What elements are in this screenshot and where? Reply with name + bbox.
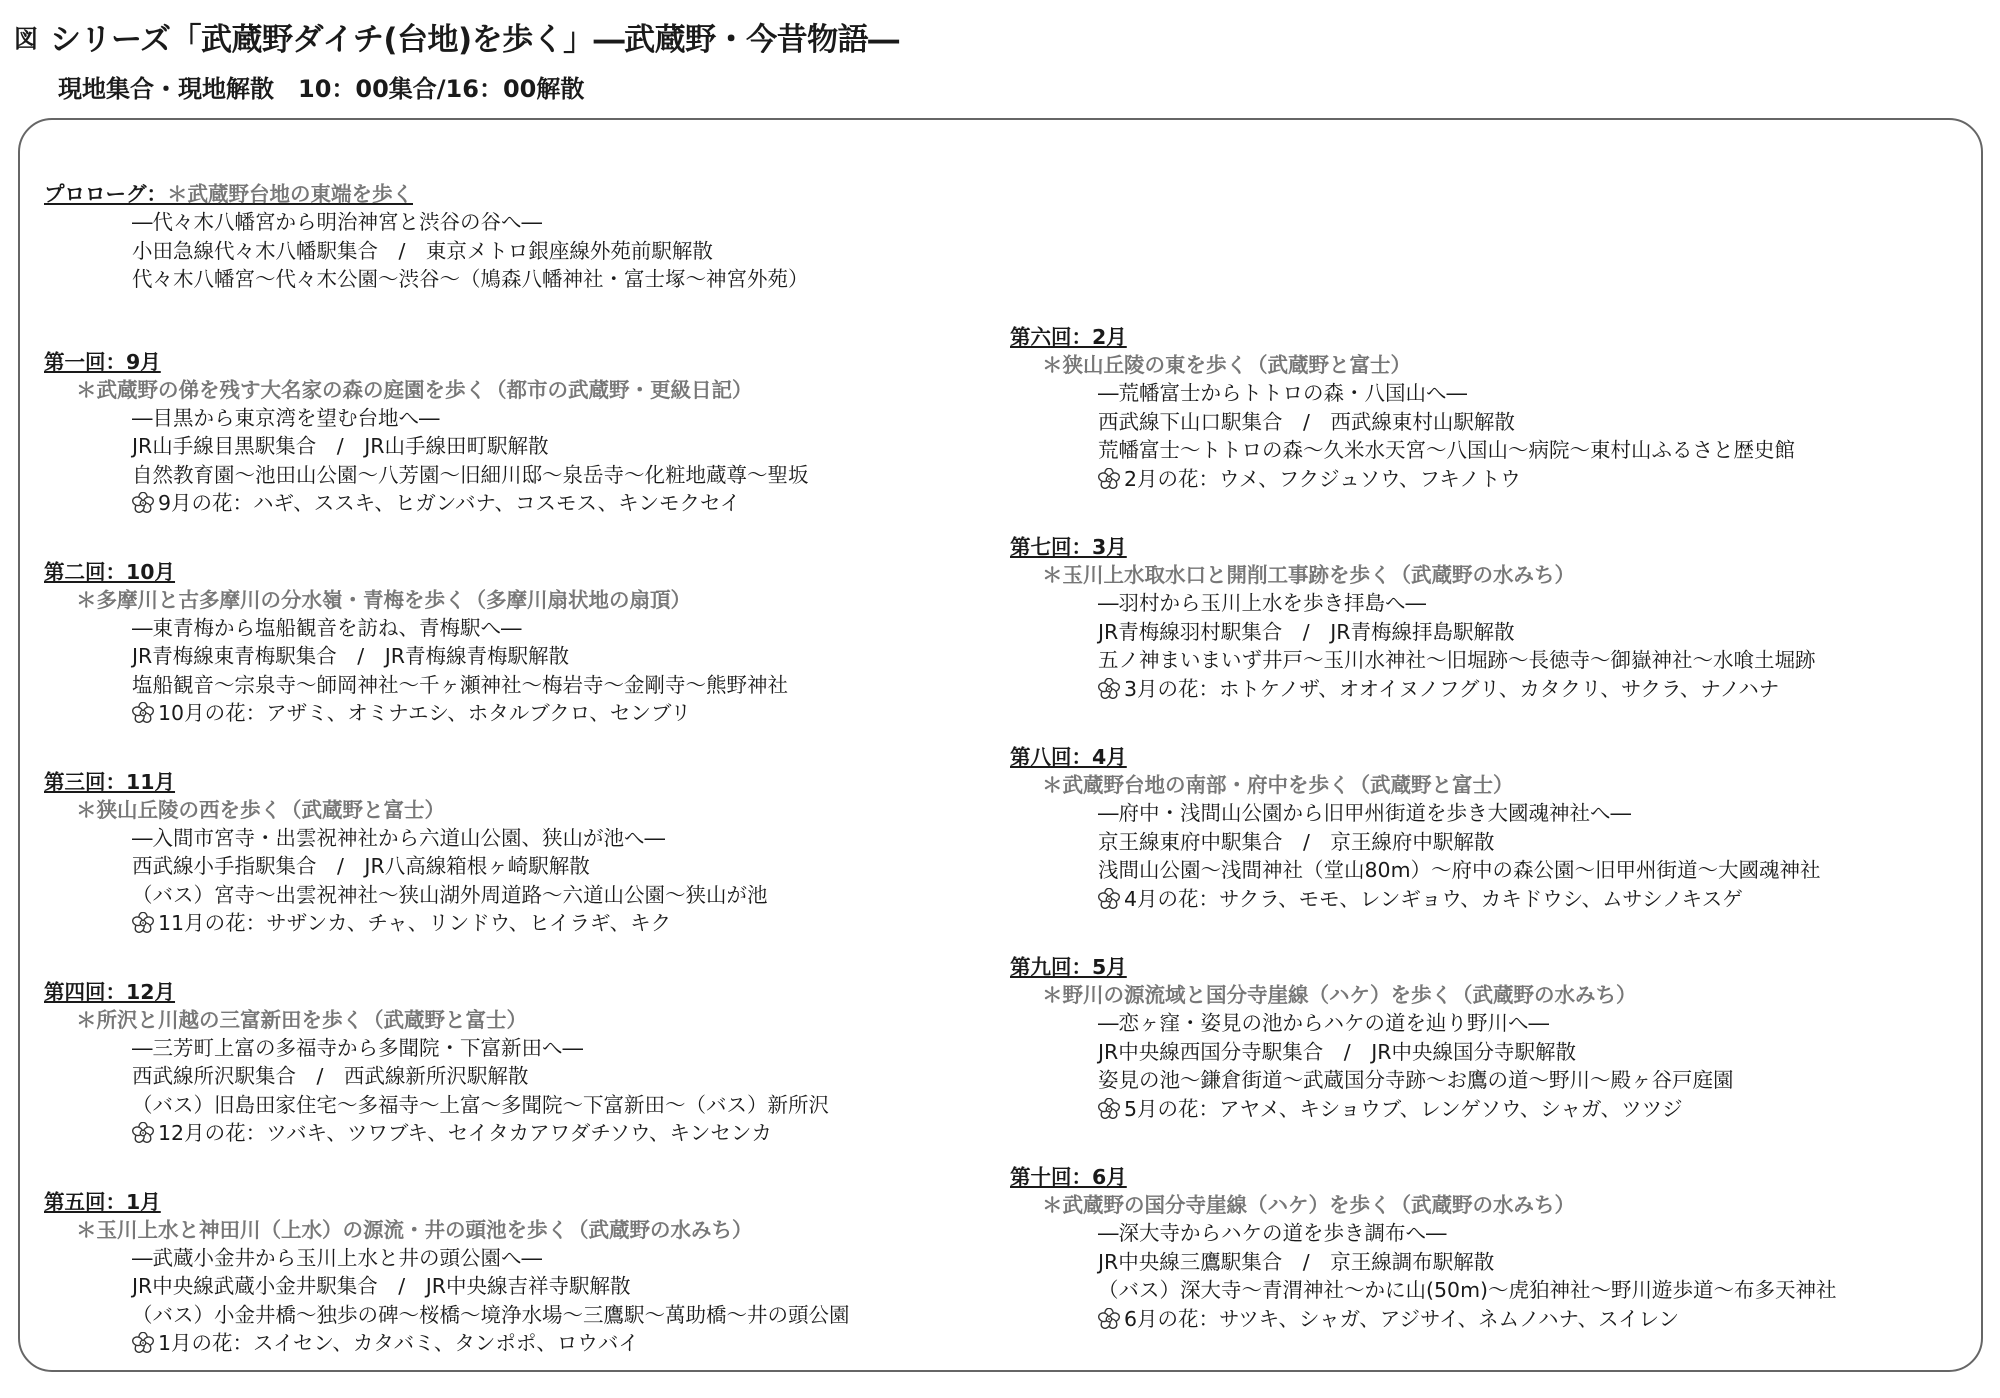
stations: JR山手線目黒駅集合 / JR山手線田町駅解散 <box>132 434 549 458</box>
session-label: 第四回：12月 <box>44 979 176 1004</box>
course: （バス）旧島田家住宅～多福寺～上富～多聞院～下富新田～（バス）新所沢 <box>132 1092 829 1117</box>
session-label: 第一回：9月 <box>44 349 161 374</box>
flowers-text: 4月の花：サクラ、モモ、レンギョウ、カキドウシ、ムサシノキスゲ <box>1124 886 1743 911</box>
course: 代々木八幡宮～代々木公園～渋谷～（鳩森八幡神社・富士塚～神宮外苑） <box>132 267 809 291</box>
flower-icon <box>132 702 154 724</box>
flowers-row <box>132 1119 994 1148</box>
flowers-row <box>1098 465 1970 494</box>
session-theme: ＊武蔵野の国分寺崖線（ハケ）を歩く（武蔵野の水みち） <box>1042 1193 1575 1217</box>
right-session-list <box>1010 323 1970 1333</box>
session-theme: ＊武蔵野台地の南部・府中を歩く（武蔵野と富士） <box>1042 773 1514 797</box>
flower-icon <box>132 492 154 514</box>
session-theme: ＊狭山丘陵の東を歩く（武蔵野と富士） <box>1042 353 1411 377</box>
left-column <box>44 180 994 1398</box>
stations: 西武線小手指駅集合 / JR八高線箱根ヶ崎駅解散 <box>132 854 590 878</box>
session-card <box>1010 743 1970 913</box>
stations: JR青梅線東青梅駅集合 / JR青梅線青梅駅解散 <box>132 644 569 668</box>
course: 姿見の池～鎌倉街道～武蔵国分寺跡～お鷹の道～野川～殿ヶ谷戸庭園 <box>1098 1068 1734 1092</box>
flowers-text: 10月の花：アザミ、オミナエシ、ホタルブクロ、センブリ <box>158 701 692 725</box>
stations: 京王線東府中駅集合 / 京王線府中駅解散 <box>1098 829 1495 854</box>
flowers-text: 2月の花：ウメ、フクジュソウ、フキノトウ <box>1124 466 1521 491</box>
route-intro: ―深大寺からハケの道を歩き調布へ― <box>1098 1221 1447 1245</box>
flowers-text: 5月の花：アヤメ、キショウブ、レンゲソウ、シャガ、ツツジ <box>1124 1096 1683 1121</box>
route-intro: ―武蔵小金井から玉川上水と井の頭公園へ― <box>132 1245 542 1270</box>
flower-icon <box>132 1332 154 1354</box>
flowers-text: 12月の花：ツバキ、ツワブキ、セイタカアワダチソウ、キンセンカ <box>158 1121 772 1145</box>
session-card <box>44 978 994 1148</box>
route-intro: ―恋ヶ窪・姿見の池からハケの道を辿り野川へ― <box>1098 1011 1549 1035</box>
flowers-text: 9月の花：ハギ、ススキ、ヒガンバナ、コスモス、キンモクセイ <box>158 491 741 515</box>
session-theme: ＊武蔵野台地の東端を歩く <box>167 182 413 206</box>
route-intro: ―府中・浅間山公園から旧甲州街道を歩き大國魂神社へ― <box>1098 801 1631 825</box>
route-intro: ―目黒から東京湾を望む台地へ― <box>132 405 440 430</box>
session-label: 第八回：4月 <box>1010 745 1127 769</box>
session-label: プロローグ： <box>44 182 167 206</box>
session-card <box>44 558 994 728</box>
flowers-row <box>132 489 994 518</box>
session-theme: ＊野川の源流域と国分寺崖線（ハケ）を歩く（武蔵野の水みち） <box>1042 983 1637 1007</box>
flowers-text: 3月の花：ホトケノザ、オオイヌノフグリ、カタクリ、サクラ、ナノハナ <box>1124 676 1780 701</box>
course: 塩船観音～宗泉寺～師岡神社～千ヶ瀬神社～梅岩寺～金剛寺～熊野神社 <box>132 672 788 697</box>
session-card <box>1010 1163 1970 1333</box>
flowers-row <box>1098 1305 1970 1334</box>
session-theme: ＊玉川上水取水口と開削工事跡を歩く（武蔵野の水みち） <box>1042 563 1575 587</box>
flower-icon <box>1098 468 1120 490</box>
flowers-row <box>132 699 994 728</box>
figure-mark: 図 <box>14 25 38 53</box>
session-prologue <box>44 180 994 294</box>
session-card <box>44 1188 994 1358</box>
session-label: 第二回：10月 <box>44 559 176 584</box>
session-label: 第五回：1月 <box>44 1189 161 1214</box>
route-intro: ―荒幡富士からトトロの森・八国山へ― <box>1098 381 1467 405</box>
page-subtitle: 現地集合・現地解散 10：00集合/16：00解散 <box>58 75 585 103</box>
session-theme: ＊狭山丘陵の西を歩く（武蔵野と富士） <box>76 797 445 822</box>
session-label: 第十回：6月 <box>1010 1165 1127 1189</box>
route-intro: ―羽村から玉川上水を歩き拝島へ― <box>1098 591 1426 615</box>
session-card <box>1010 533 1970 703</box>
session-label: 第六回：2月 <box>1010 325 1127 349</box>
header <box>14 14 899 104</box>
course: （バス）深大寺～青渭神社～かに山(50m)～虎狛神社～野川遊歩道～布多天神社 <box>1098 1278 1837 1302</box>
flower-icon <box>1098 1098 1120 1120</box>
course: 自然教育園～池田山公園～八芳園～旧細川邸～泉岳寺～化粧地蔵尊～聖坂 <box>132 462 809 487</box>
session-label: 第七回：3月 <box>1010 535 1127 559</box>
route-intro: ―東青梅から塩船観音を訪ね、青梅駅へ― <box>132 615 522 640</box>
flowers-text: 1月の花：スイセン、カタバミ、タンポポ、ロウバイ <box>158 1331 639 1355</box>
left-session-list <box>44 348 994 1358</box>
flowers-text: 6月の花：サツキ、シャガ、アジサイ、ネムノハナ、スイレン <box>1124 1306 1680 1331</box>
title-row <box>14 14 899 59</box>
route-intro: ―代々木八幡宮から明治神宮と渋谷の谷へ― <box>132 210 542 234</box>
session-card <box>1010 323 1970 493</box>
route-intro: ―三芳町上富の多福寺から多聞院・下富新田へ― <box>132 1035 583 1060</box>
stations: JR青梅線羽村駅集合 / JR青梅線拝島駅解散 <box>1098 619 1515 644</box>
stations: 西武線所沢駅集合 / 西武線新所沢駅解散 <box>132 1064 529 1088</box>
session-heading <box>44 180 994 208</box>
course: 五ノ神まいまいず井戸～玉川水神社～旧堀跡～長徳寺～御嶽神社～水喰土堀跡 <box>1098 648 1816 672</box>
flowers-row <box>132 1329 994 1358</box>
session-card <box>44 348 994 518</box>
session-theme: ＊武蔵野の俤を残す大名家の森の庭園を歩く（都市の武蔵野・更級日記） <box>76 377 753 402</box>
session-label: 第九回：5月 <box>1010 955 1127 979</box>
flower-icon <box>132 912 154 934</box>
flower-icon <box>1098 888 1120 910</box>
session-theme: ＊所沢と川越の三富新田を歩く（武蔵野と富士） <box>76 1007 527 1032</box>
session-theme: ＊多摩川と古多摩川の分水嶺・青梅を歩く（多摩川扇状地の扇頂） <box>76 587 691 612</box>
session-theme: ＊玉川上水と神田川（上水）の源流・井の頭池を歩く（武蔵野の水みち） <box>76 1217 753 1242</box>
session-card <box>44 768 994 938</box>
course: 浅間山公園～浅間神社（堂山80m）～府中の森公園～旧甲州街道～大國魂神社 <box>1098 858 1821 882</box>
stations: 西武線下山口駅集合 / 西武線東村山駅解散 <box>1098 409 1515 434</box>
flowers-row <box>1098 1095 1970 1124</box>
course: （バス）宮寺～出雲祝神社～狭山湖外周道路～六道山公園～狭山が池 <box>132 882 768 907</box>
flowers-row <box>1098 885 1970 914</box>
stations: 小田急線代々木八幡駅集合 / 東京メトロ銀座線外苑前駅解散 <box>132 238 713 263</box>
course: （バス）小金井橋～独歩の碑～桜橋～境浄水場～三鷹駅～萬助橋～井の頭公園 <box>132 1302 850 1327</box>
route-intro: ―入間市宮寺・出雲祝神社から六道山公園、狭山が池へ― <box>132 825 665 850</box>
flowers-text: 11月の花：サザンカ、チャ、リンドウ、ヒイラギ、キク <box>158 911 672 935</box>
course: 荒幡富士～トトロの森～久米水天宮～八国山～病院～東村山ふるさと歴史館 <box>1098 438 1795 462</box>
stations: JR中央線三鷹駅集合 / 京王線調布駅解散 <box>1098 1249 1495 1274</box>
flowers-row <box>1098 675 1970 704</box>
flower-icon <box>1098 678 1120 700</box>
session-label: 第三回：11月 <box>44 769 176 794</box>
session-card <box>1010 953 1970 1123</box>
flowers-row <box>132 909 994 938</box>
flower-icon <box>1098 1308 1120 1330</box>
right-column <box>1010 323 1970 1373</box>
stations: JR中央線武蔵小金井駅集合 / JR中央線吉祥寺駅解散 <box>132 1274 631 1298</box>
flower-icon <box>132 1122 154 1144</box>
page-title: シリーズ「武蔵野ダイチ(台地)を歩く」―武蔵野・今昔物語― <box>50 22 899 58</box>
stations: JR中央線西国分寺駅集合 / JR中央線国分寺駅解散 <box>1098 1039 1576 1064</box>
